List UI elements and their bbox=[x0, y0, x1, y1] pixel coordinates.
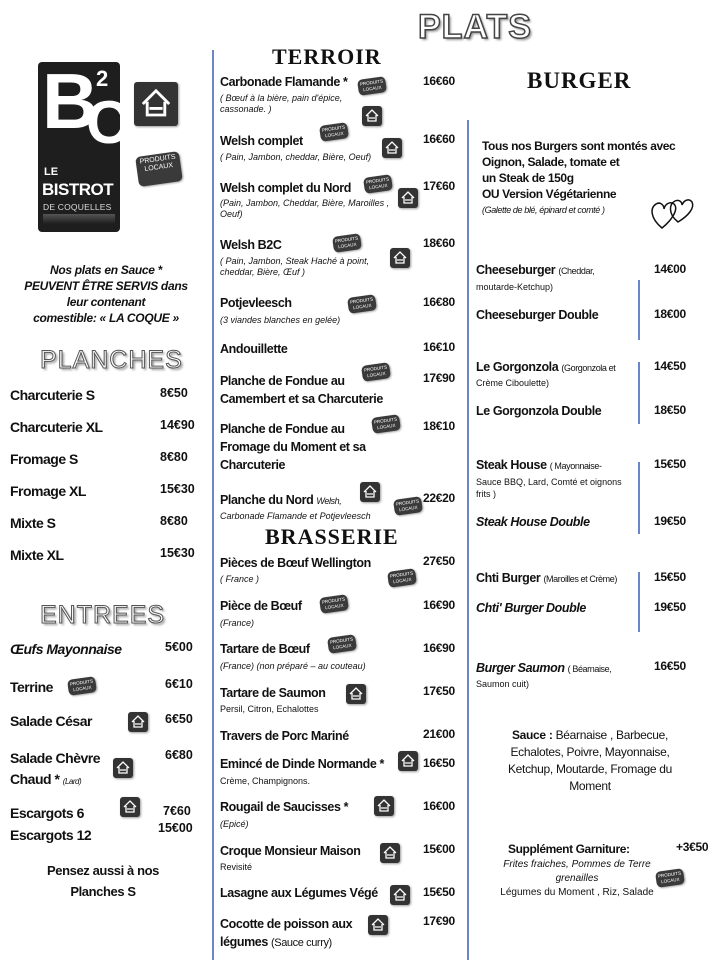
burger-note: (Cheddar, bbox=[558, 266, 595, 276]
sauce-line: Echalotes, Poivre, Mayonnaise, bbox=[510, 745, 670, 759]
terroir-header: TERROIR bbox=[272, 44, 382, 69]
burger-price: 19€50 bbox=[654, 600, 686, 614]
produits-locaux-badge: PRODUITS LOCAUX bbox=[347, 294, 377, 314]
burger-price: 14€50 bbox=[654, 359, 686, 373]
burger-price: 18€00 bbox=[654, 307, 686, 321]
dish-price: 22€20 bbox=[423, 491, 455, 505]
sauce-label: Sauce : bbox=[511, 728, 553, 742]
dish-description: (France) (non préparé – au couteau) bbox=[220, 661, 366, 671]
burger-name bbox=[476, 458, 602, 472]
burger-note: ( Mayonnaise- bbox=[549, 461, 602, 471]
produits-locaux-badge: PRODUITS LOCAUX bbox=[319, 594, 349, 614]
planche-price: 14€90 bbox=[160, 418, 195, 432]
burger-intro-line: OU Version Végétarienne bbox=[482, 187, 617, 201]
dish-name: Welsh complet bbox=[220, 134, 303, 148]
dish-name: Tartare de Bœuf bbox=[220, 642, 310, 656]
produits-locaux-badge: PRODUITS LOCAUX bbox=[393, 496, 423, 516]
dish-name bbox=[220, 493, 341, 507]
home-icon bbox=[398, 188, 418, 208]
dish-name: Travers de Porc Mariné bbox=[220, 729, 349, 743]
entree-name: Escargots 6 bbox=[10, 805, 84, 821]
burger-separator bbox=[638, 572, 640, 632]
dish-name: Andouillette bbox=[220, 342, 288, 356]
entree-name: Salade César bbox=[10, 713, 92, 729]
dish-price: 16€50 bbox=[423, 756, 455, 770]
produits-locaux-badge: PRODUITS LOCAUX bbox=[655, 868, 685, 888]
home-icon bbox=[346, 684, 366, 704]
planche-name: Charcuterie S bbox=[10, 387, 95, 403]
entree-name: Escargots 12 bbox=[10, 827, 92, 843]
planche-price: 8€50 bbox=[160, 386, 188, 400]
burger-name bbox=[476, 571, 617, 585]
hearts-icon bbox=[648, 192, 696, 232]
dish-name: Potjevleesch bbox=[220, 296, 292, 310]
dish-price: 16€80 bbox=[423, 295, 455, 309]
plats-header: PLATS bbox=[418, 8, 532, 46]
entrees-footer bbox=[10, 860, 196, 902]
supplement-line: Frites fraiches, Pommes de Terre bbox=[503, 859, 651, 870]
dish-name: Emincé de Dinde Normande * bbox=[220, 757, 384, 771]
logo-b: B bbox=[42, 57, 99, 145]
home-icon bbox=[120, 797, 140, 817]
dish-inline-desc: (Sauce curry) bbox=[271, 937, 332, 949]
burger-intro-line: Tous nos Burgers sont montés avec bbox=[482, 139, 676, 153]
produits-locaux-badge: PRODUITS LOCAUX bbox=[135, 151, 183, 187]
supplement-details bbox=[478, 858, 676, 900]
dish-name: Camembert et sa Charcuterie bbox=[220, 392, 383, 406]
dish-description: ( Pain, Jambon, cheddar, Bière, Oeuf) bbox=[220, 152, 372, 162]
burger-name-text: Cheeseburger bbox=[476, 263, 556, 277]
entrees-footer-line: Planches S bbox=[70, 884, 136, 899]
burger-separator bbox=[638, 280, 640, 340]
logo-exponent: 2 bbox=[96, 66, 109, 91]
home-icon bbox=[398, 751, 418, 771]
dish-name: Croque Monsieur Maison bbox=[220, 844, 361, 858]
dish-name-text: légumes bbox=[220, 935, 268, 949]
produits-locaux-badge: PRODUITS LOCAUX bbox=[371, 414, 401, 434]
entree-price: 6€10 bbox=[165, 677, 193, 691]
burger-description: moutarde-Ketchup) bbox=[476, 282, 554, 292]
burger-price: 15€50 bbox=[654, 570, 686, 584]
sauce-line bbox=[476, 727, 704, 744]
entree-price: 15€00 bbox=[158, 821, 193, 835]
burger-description: Crème Ciboulette) bbox=[476, 378, 550, 388]
produits-locaux-badge: PRODUITS LOCAUX bbox=[361, 362, 391, 382]
planches-header: PLANCHES bbox=[40, 346, 183, 374]
dish-name: Charcuterie bbox=[220, 458, 286, 472]
dish-inline-desc: Welsh, bbox=[316, 496, 342, 506]
dish-description: (Pain, Jambon, Cheddar, Bière, Maroilles , Oeuf) bbox=[220, 198, 390, 219]
burger-name-text: Burger Saumon bbox=[476, 661, 565, 675]
entree-name: Salade Chèvre bbox=[10, 750, 100, 766]
burger-note: (Gorgonzola et bbox=[561, 363, 616, 373]
dish-price: 16€90 bbox=[423, 598, 455, 612]
supplement-price: +3€50 bbox=[676, 840, 709, 854]
dish-description: Carbonade Flamande et Potjevleesch bbox=[220, 511, 371, 521]
burger-name-text: Steak House bbox=[476, 458, 547, 472]
dish-name: Pièce de Bœuf bbox=[220, 599, 302, 613]
sauce-line: Moment bbox=[569, 779, 611, 793]
entree-name bbox=[10, 771, 81, 787]
dish-name: Rougail de Saucisses * bbox=[220, 800, 349, 814]
dish-price: 21€00 bbox=[423, 727, 455, 741]
logo-bistrot: BISTROT bbox=[42, 180, 114, 199]
planche-price: 15€30 bbox=[160, 482, 195, 496]
planche-name: Fromage S bbox=[10, 451, 78, 467]
dish-name-text: Planche du Nord bbox=[220, 493, 314, 507]
dish-description: Revisité bbox=[220, 862, 253, 872]
planche-name: Mixte XL bbox=[10, 547, 64, 563]
produits-locaux-badge: PRODUITS LOCAUX bbox=[327, 634, 357, 654]
bistrot-logo bbox=[38, 57, 130, 232]
dish-name: Planche de Fondue au bbox=[220, 374, 345, 388]
dish-name: Carbonade Flamande * bbox=[220, 75, 348, 89]
home-icon bbox=[113, 758, 133, 778]
logo-subtitle: DE COQUELLES bbox=[43, 202, 112, 212]
produits-locaux-badge: PRODUITS LOCAUX bbox=[357, 76, 387, 96]
sauce-note-line: leur contenant bbox=[66, 295, 146, 309]
dish-price: 16€60 bbox=[423, 74, 455, 88]
burger-price: 18€50 bbox=[654, 403, 686, 417]
brasserie-header: BRASSERIE bbox=[265, 524, 399, 549]
burger-name bbox=[476, 661, 611, 675]
dish-description: (France) bbox=[220, 618, 255, 628]
burger-intro-line: un Steak de 150g bbox=[482, 171, 574, 185]
home-icon bbox=[128, 712, 148, 732]
dish-price: 27€50 bbox=[423, 554, 455, 568]
planche-name: Mixte S bbox=[10, 515, 56, 531]
home-icon bbox=[360, 482, 380, 502]
dish-description: (Epicé) bbox=[220, 819, 249, 829]
burger-price: 14€00 bbox=[654, 262, 686, 276]
entree-name: Terrine bbox=[10, 679, 53, 695]
burger-name: Cheeseburger Double bbox=[476, 308, 599, 322]
burger-header: BURGER bbox=[527, 68, 632, 93]
burger-price: 15€50 bbox=[654, 457, 686, 471]
burger-name bbox=[476, 360, 615, 374]
column-separator-left bbox=[212, 50, 214, 960]
sauce-list bbox=[476, 727, 704, 795]
supplement-label: Supplément Garniture: bbox=[508, 842, 630, 856]
planche-price: 8€80 bbox=[160, 450, 188, 464]
home-icon bbox=[390, 885, 410, 905]
burger-description: Saumon cuit) bbox=[476, 679, 530, 689]
dish-price: 17€90 bbox=[423, 371, 455, 385]
entrees-header: ENTREES bbox=[40, 601, 166, 629]
burger-name bbox=[476, 263, 594, 277]
dish-description: Persil, Citron, Echalottes bbox=[220, 704, 319, 714]
column-separator-right bbox=[467, 120, 469, 960]
burger-name-text: Chti Burger bbox=[476, 571, 541, 585]
home-icon bbox=[382, 138, 402, 158]
dish-description: (3 viandes blanches en gelée) bbox=[220, 315, 341, 325]
dish-name: Planche de Fondue au bbox=[220, 422, 345, 436]
dish-description: ( France ) bbox=[220, 574, 260, 584]
logo-subtitle-mirror bbox=[43, 214, 115, 224]
dish-price: 16€10 bbox=[423, 340, 455, 354]
logo-c: C bbox=[86, 89, 130, 156]
dish-price: 16€90 bbox=[423, 641, 455, 655]
sauce-line-text: Béarnaise , Barbecue, bbox=[552, 728, 669, 742]
dish-description: Crème, Champignons. bbox=[220, 776, 311, 786]
produits-locaux-badge: PRODUITS LOCAUX bbox=[363, 174, 393, 194]
burger-price: 19€50 bbox=[654, 514, 686, 528]
dish-name: Fromage du Moment et sa bbox=[220, 440, 366, 454]
burger-name-text: Le Gorgonzola bbox=[476, 360, 559, 374]
sauce-note-line: PEUVENT ÊTRE SERVIS dans bbox=[24, 279, 188, 293]
dish-name: Pièces de Bœuf Wellington bbox=[220, 556, 371, 570]
dish-name: Lasagne aux Légumes Végé bbox=[220, 886, 378, 900]
dish-description: ( Pain, Jambon, Steak Haché à point, cheddar, Bière, Œuf ) bbox=[220, 256, 370, 277]
planche-name: Fromage XL bbox=[10, 483, 86, 499]
supplement-line: grenailles bbox=[555, 873, 599, 884]
dish-price: 16€60 bbox=[423, 132, 455, 146]
dish-name: Welsh complet du Nord bbox=[220, 181, 351, 195]
dish-price: 15€50 bbox=[423, 885, 455, 899]
produits-locaux-badge: PRODUITS LOCAUX bbox=[387, 568, 417, 588]
burger-note: (Maroilles et Crème) bbox=[543, 574, 617, 584]
sauce-note-line: comestible: « LA COQUE » bbox=[33, 311, 179, 325]
burger-separator bbox=[638, 362, 640, 424]
dish-price: 17€60 bbox=[423, 179, 455, 193]
home-icon bbox=[362, 106, 382, 126]
entrees-footer-line: Pensez aussi à nos bbox=[46, 863, 160, 878]
produits-locaux-badge: PRODUITS LOCAUX bbox=[319, 122, 349, 142]
burger-description: Sauce BBQ, Lard, Comté et oignons frits ) bbox=[476, 477, 622, 499]
dish-price: 16€00 bbox=[423, 799, 455, 813]
burger-price: 16€50 bbox=[654, 659, 686, 673]
home-icon bbox=[368, 915, 388, 935]
planche-price: 8€80 bbox=[160, 514, 188, 528]
burger-name: Chti' Burger Double bbox=[476, 601, 586, 615]
dish-name bbox=[220, 935, 332, 949]
dish-price: 18€10 bbox=[423, 419, 455, 433]
home-icon bbox=[380, 843, 400, 863]
dish-price: 17€90 bbox=[423, 914, 455, 928]
burger-separator bbox=[638, 462, 640, 534]
sauce-note bbox=[8, 262, 204, 326]
entree-price: 6€80 bbox=[165, 748, 193, 762]
home-icon bbox=[390, 248, 410, 268]
planche-name: Charcuterie XL bbox=[10, 419, 103, 435]
burger-name: Steak House Double bbox=[476, 515, 590, 529]
sauce-note-line: Nos plats en Sauce * bbox=[49, 263, 163, 277]
dish-price: 15€00 bbox=[423, 842, 455, 856]
dish-name: Tartare de Saumon bbox=[220, 686, 326, 700]
dish-name: Cocotte de poisson aux bbox=[220, 917, 353, 931]
entree-name: Œufs Mayonnaise bbox=[10, 641, 122, 657]
home-icon bbox=[374, 796, 394, 816]
sauce-line: Ketchup, Moutarde, Fromage du bbox=[507, 762, 673, 776]
planche-price: 15€30 bbox=[160, 546, 195, 560]
supplement-line: Légumes du Moment , Riz, Salade bbox=[500, 887, 654, 898]
home-icon bbox=[134, 82, 178, 126]
burger-name: Le Gorgonzola Double bbox=[476, 404, 602, 418]
entree-name-line: Chaud * bbox=[10, 771, 60, 787]
dish-name: Welsh B2C bbox=[220, 238, 282, 252]
burger-note: ( Béarnaise, bbox=[567, 664, 612, 674]
produits-locaux-badge: PRODUITS LOCAUX bbox=[67, 676, 97, 696]
entree-price: 6€50 bbox=[165, 712, 193, 726]
burger-intro-line: Oignon, Salade, tomate et bbox=[482, 155, 620, 169]
logo-le: LE bbox=[44, 166, 59, 178]
entree-price: 7€60 bbox=[163, 804, 191, 818]
dish-price: 18€60 bbox=[423, 236, 455, 250]
produits-locaux-badge: PRODUITS LOCAUX bbox=[332, 233, 362, 253]
burger-intro-note: (Galette de blé, épinard et comté ) bbox=[482, 205, 605, 215]
dish-price: 17€50 bbox=[423, 684, 455, 698]
dish-description: ( Bœuf à la bière, pain d'épice, cassonade. ) bbox=[220, 93, 343, 114]
entree-note: (Lard) bbox=[62, 777, 82, 786]
entree-price: 5€00 bbox=[165, 640, 193, 654]
